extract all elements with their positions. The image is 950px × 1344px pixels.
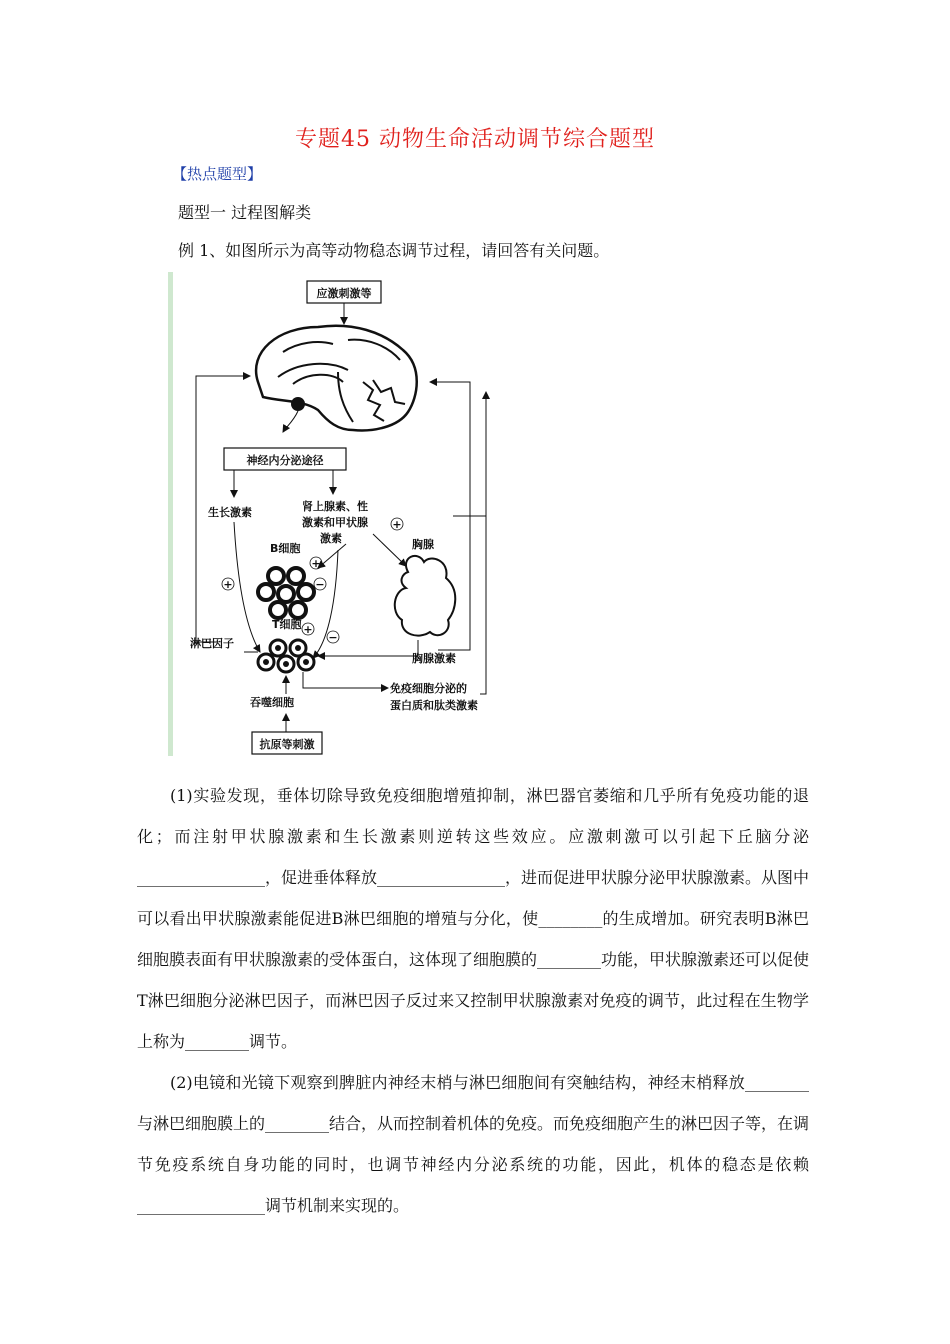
immune-secretion-label-1: 免疫细胞分泌的 [390, 682, 467, 695]
brain-icon [256, 326, 417, 431]
bcell-minus-sign: − [315, 578, 325, 591]
bcell-plus-sign: + [311, 557, 321, 570]
growth-hormone-label: 生长激素 [208, 506, 252, 519]
stress-label: 应激刺激等 [316, 287, 372, 300]
tcell-minus-sign: − [328, 631, 338, 644]
tcell-label: T细胞 [272, 618, 302, 631]
diagram-svg [168, 272, 508, 756]
thymus-hormone-label: 胸腺激素 [412, 652, 456, 665]
section-heading: 题型一 过程图解类 [178, 203, 312, 222]
question-2 [137, 1062, 809, 1226]
immune-secretion-label-2: 蛋白质和肽类激素 [390, 699, 478, 712]
tcell-plus-sign: + [303, 623, 313, 636]
growth-plus-sign: + [223, 578, 233, 591]
antigen-label: 抗原等刺激 [259, 738, 315, 751]
page-title: 专题45 动物生命活动调节综合题型 [295, 127, 655, 152]
thymus-icon [395, 556, 456, 636]
adrenal-label-1: 肾上腺素、性 [302, 500, 368, 513]
neuro-path-label: 神经内分泌途径 [246, 454, 324, 467]
adrenal-label-3: 激素 [320, 532, 342, 545]
thymus-plus-sign: + [392, 518, 402, 531]
pituitary-icon [291, 397, 305, 411]
example-prompt: 例 1、如图所示为高等动物稳态调节过程，请回答有关问题。 [178, 241, 610, 260]
figure-margin-bar [168, 272, 173, 756]
lymph-factor-label: 淋巴因子 [190, 637, 234, 650]
regulation-diagram [168, 272, 508, 756]
question-1-text: (1)实验发现，垂体切除导致免疫细胞增殖抑制，淋巴器官萎缩和几乎所有免疫功能的退化；而注射甲状腺激素和生长激素则逆转这些效应。应激刺激可以引起下丘脑分泌________________，促进垂体释放________________，进而促进甲状腺分泌甲状腺激素。从图中可以看出甲状腺激素能促进B淋巴细胞的增殖与分化，使________的生成增加。研究表明B淋巴细胞膜表面有甲状腺激素的受体蛋白，这体现了细胞膜的________功能，甲状腺激素还可以促使T淋巴细胞分泌淋巴因子，而淋巴因子反过来又控制甲状腺激素对免疫的调节，此过程在生物学上称为________调节。 [137, 786, 810, 1051]
phagocyte-label: 吞噬细胞 [250, 696, 294, 709]
question-2-text: (2)电镜和光镜下观察到脾脏内神经末梢与淋巴细胞间有突触结构，神经末梢释放________与淋巴细胞膜上的________结合，从而控制着机体的免疫。而免疫细胞产生的淋巴因子等，在调节免疫系统自身功能的同时，也调节神经内分泌系统的功能，因此，机体的稳态是依赖________________调节机制来实现的。 [137, 1073, 810, 1215]
question-1 [137, 775, 809, 1062]
tcell-cluster-icon [258, 640, 314, 672]
bcell-cluster-icon [258, 568, 314, 618]
adrenal-label-2: 激素和甲状腺 [302, 516, 368, 529]
bcell-label: B细胞 [270, 542, 301, 555]
thymus-label: 胸腺 [412, 538, 434, 551]
hot-topic-tag: 【热点题型】 [172, 165, 263, 183]
